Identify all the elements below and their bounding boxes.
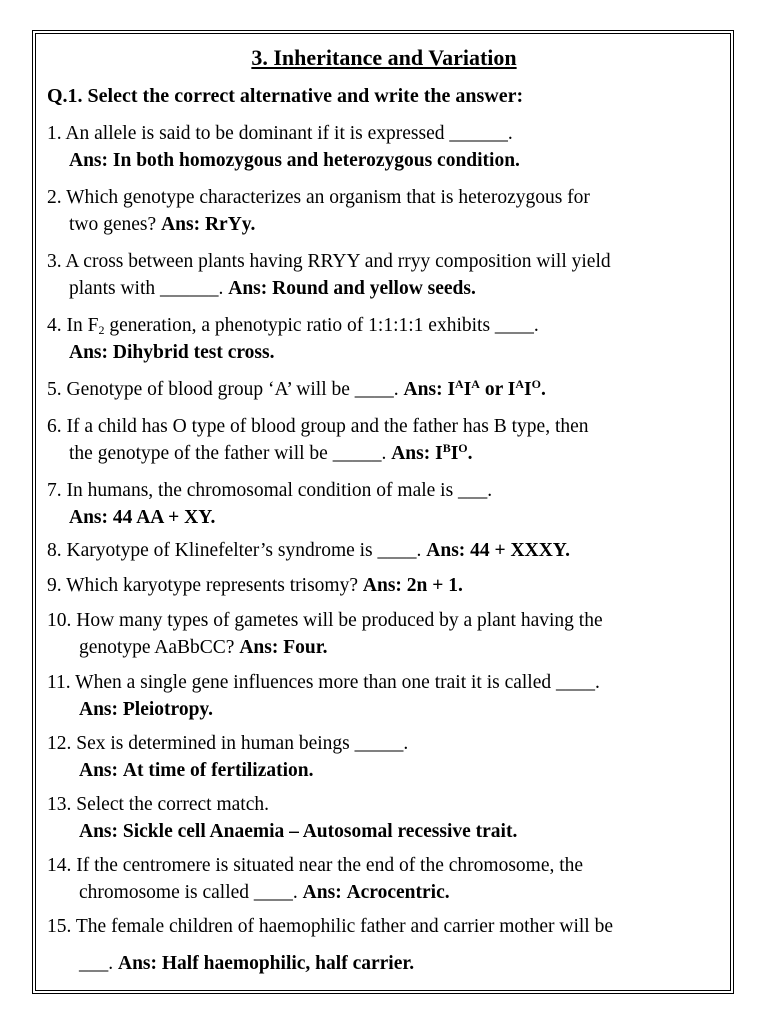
question-item-7: 7. In humans, the chromosomal condition of male is ___. Ans: 44 AA + XY. (47, 480, 493, 528)
question-item-9: 9. Which karyotype represents trisomy? Ans: 2n + 1. (47, 575, 463, 596)
question-item-3: 3. A cross between plants having RRYY and rryy composition will yield plants with ______. Ans: Round and yellow seeds. (47, 251, 611, 299)
question-item-2: 2. Which genotype characterizes an organism that is heterozygous for two genes? Ans: RrYy. (47, 187, 590, 235)
question-item-1: 1. An allele is said to be dominant if it is expressed ______. Ans: In both homozygous and heterozygous condition. (47, 123, 520, 171)
question-item-14: 14. If the centromere is situated near the end of the chromosome, the chromosome is called ____. Ans: Acrocentric. (47, 855, 584, 903)
question-item-13: 13. Select the correct match. Ans: Sickle cell Anaemia – Autosomal recessive trait. (47, 794, 518, 842)
question-item-6: 6. If a child has O type of blood group and the father has B type, then the genotype of the father will be _____. Ans: $I^BI^O$. (47, 416, 589, 464)
question-item-4: 4. In $F_2$ generation, a phenotypic ratio of 1:1:1:1 exhibits ____. Ans: Dihybrid test cross. (47, 315, 539, 363)
page-title: 3. Inheritance and Variation (251, 45, 517, 70)
question-item-10: 10. How many types of gametes will be produced by a plant having the genotype AaBbCC? Ans: Four. (47, 610, 603, 658)
question-item-12: 12. Sex is determined in human beings _____. Ans: At time of fertilization. (47, 733, 409, 781)
question-item-11: 11. When a single gene influences more than one trait it is called ____. Ans: Pleiotropy. (47, 672, 600, 720)
question-item-15: 15. The female children of haemophilic father and carrier mother will be ___. Ans: Half haemophilic, half carrier. (47, 916, 613, 974)
question-heading: Q.1. Select the correct alternative and write the answer: (47, 85, 524, 107)
question-item-8: 8. Karyotype of Klinefelter’s syndrome is ____. Ans: 44 + XXXY. (47, 540, 570, 561)
question-item-5: 5. Genotype of blood group ‘A’ will be ____. Ans: $I^AI^A$ or $I^AI^O$. (47, 377, 546, 400)
